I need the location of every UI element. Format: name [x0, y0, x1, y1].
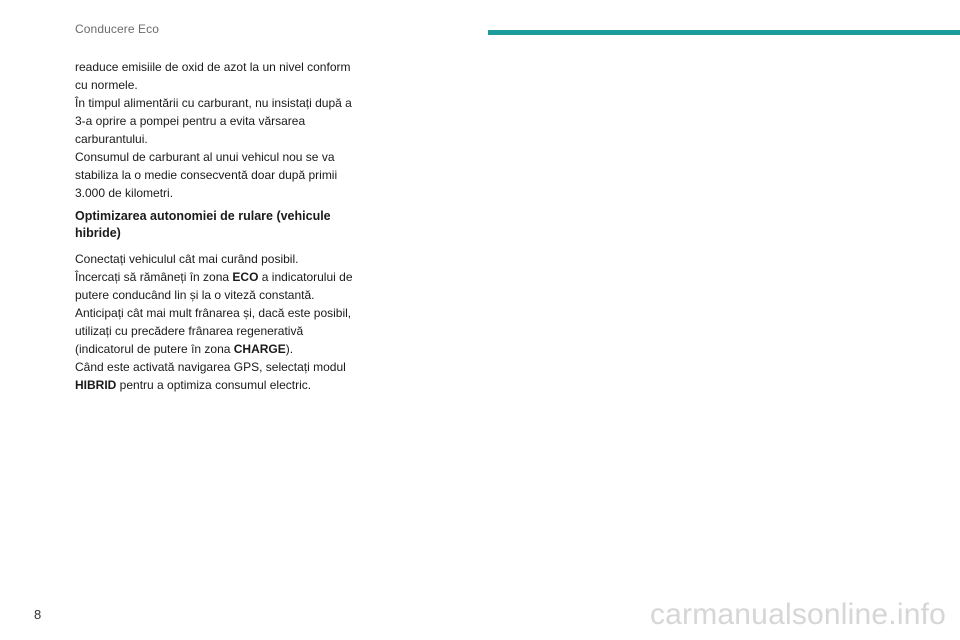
charge-text-after: ).: [285, 342, 294, 356]
charge-text-before: Anticipați cât mai mult frânarea și, dacă este posibil, utilizați cu precădere frânarea regenerativă (indicatorul de putere în zona: [75, 306, 352, 356]
header-accent-bar: [488, 30, 960, 35]
paragraph-refuelling: În timpul alimentării cu carburant, nu insistați după a 3-a oprire a pompei pentru a evita vărsarea carburantului.: [75, 96, 352, 146]
paragraph-consumption: Consumul de carburant al unui vehicul nou se va stabiliza la o medie consecventă doar după primii 3.000 de kilometri.: [75, 150, 338, 200]
paragraph-nox: readuce emisiile de oxid de azot la un nivel conform cu normele.: [75, 60, 351, 92]
hibrid-text-before: Când este activată navigarea GPS, selectați modul: [75, 360, 346, 374]
eco-text-before: Încercați să rămâneți în zona: [75, 270, 233, 284]
eco-keyword: ECO: [232, 270, 259, 284]
paragraph-gps: [75, 358, 365, 394]
paragraph-connect: Conectați vehiculul cât mai curând posibil.: [75, 252, 299, 266]
page-number: 8: [34, 607, 42, 622]
hibrid-text-after: pentru a optimiza consumul electric.: [116, 378, 312, 392]
section-heading: Optimizarea autonomiei de rulare (vehicule hibride): [75, 209, 331, 240]
hibrid-keyword: HIBRID: [75, 378, 117, 392]
text-column: [75, 58, 365, 394]
eco-text-after: a indicatorului de putere conducând lin și la o viteză constantă.: [75, 270, 353, 302]
running-header-title: Conducere Eco: [75, 22, 160, 36]
paragraph-eco-zone: [75, 268, 365, 304]
watermark: carmanualsonline.info: [649, 598, 946, 631]
paragraph-regenerative: [75, 304, 365, 358]
charge-keyword: CHARGE: [233, 342, 286, 356]
